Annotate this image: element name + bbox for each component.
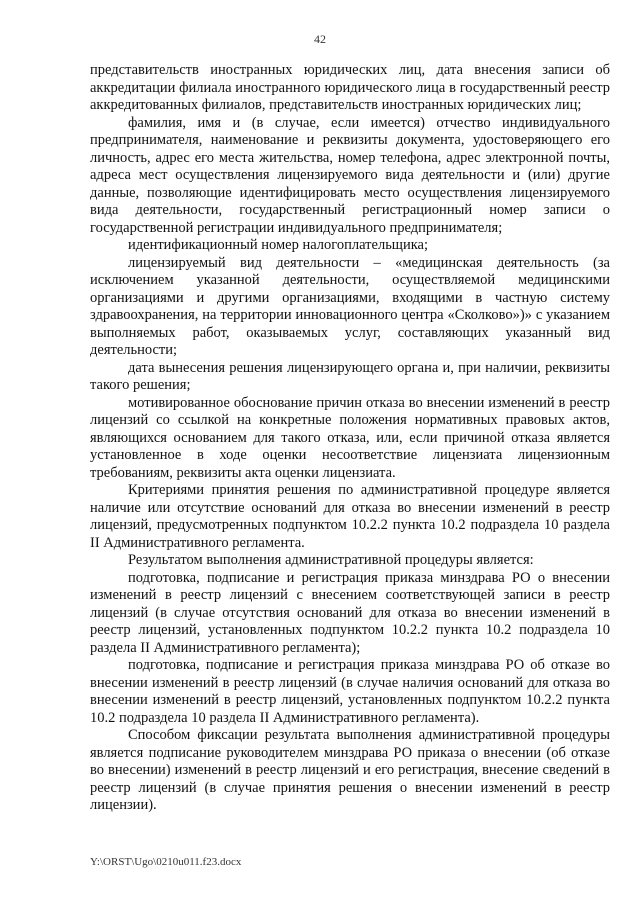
document-body <box>90 62 610 815</box>
paragraph-3: идентификационный номер налогоплательщика; <box>128 237 429 253</box>
paragraph-11: Способом фиксации результата выполнения административной процедуры является подписание руководителем минздрава РО приказа о внесении (об отказе во внесении) изменений в реестр лицензий и его регистрация, внесение сведений в реестр лицензий (в случае принятия решения о внесении изменений в реестр лицензии). <box>90 727 610 813</box>
paragraph-2: фамилия, имя и (в случае, если имеется) отчество индивидуального предпринимателя, наименование и реквизиты документа, удостоверяющего его личность, адрес его места жительства, номер телефона, адрес электронной почты, адреса мест осуществления лицензируемого вида деятельности и (или) другие данные, позволяющие идентифицировать место осуществления лицензируемого вида деятельности, государственный регистрационный номер записи о государственной регистрации индивидуального предпринимателя; <box>90 114 610 236</box>
paragraph-6: мотивированное обоснование причин отказа во внесении изменений в реестр лицензий со ссылкой на конкретные положения нормативных правовых актов, являющихся основанием для такого отказа, или, если причиной отказа является установленное в ходе оценки несоответствие лицензиата лицензионным требованиям, реквизиты акта оценки лицензиата. <box>90 394 610 481</box>
paragraph-5: дата вынесения решения лицензирующего органа и, при наличии, реквизиты такого решения; <box>90 359 610 393</box>
footer-file-path: Y:\ORST\Ugo\0210u011.f23.docx <box>90 856 242 868</box>
paragraph-8: Результатом выполнения административной процедуры является: <box>128 552 534 568</box>
paragraph-4: лицензируемый вид деятельности – «медицинская деятельность (за исключением указанной деятельности, осуществляемой медицинскими организациями и другими организациями, входящими в частную систему здравоохранения, на территории инновационного центра «Сколково»)» с указанием выполняемых работ, оказываемых услуг, составляющих указанный вид деятельности; <box>90 254 610 358</box>
paragraph-1: представительств иностранных юридических лиц, дата внесения записи об аккредитации филиала иностранного юридического лица в государственный реестр аккредитованных филиалов, представительств иностранных юридических лиц; <box>90 62 610 113</box>
paragraph-7: Критериями принятия решения по административной процедуре является наличие или отсутствие оснований для отказа во внесении изменений в реестр лицензий, предусмотренных подпунктом 10.2.2 пункта 10.2 подраздела 10 раздела II Административного регламента. <box>90 482 610 551</box>
paragraph-10: подготовка, подписание и регистрация приказа минздрава РО об отказе во внесении изменений в реестр лицензий (в случае наличия оснований для отказа во внесении изменений в реестр лицензий, установленных подпунктом 10.2.2 пункта 10.2 подраздела 10 раздела II Административного регламента). <box>90 657 610 726</box>
paragraph-9: подготовка, подписание и регистрация приказа минздрава РО о внесении изменений в реестр лицензий с внесением соответствующей записи в реестр лицензий (в случае отсутствия оснований для отказа во внесении изменений в реестр лицензий, установленных подпунктом 10.2.2 пункта 10.2 подраздела 10 раздела II Административного регламента); <box>90 569 610 656</box>
page-number: 42 <box>314 32 326 46</box>
